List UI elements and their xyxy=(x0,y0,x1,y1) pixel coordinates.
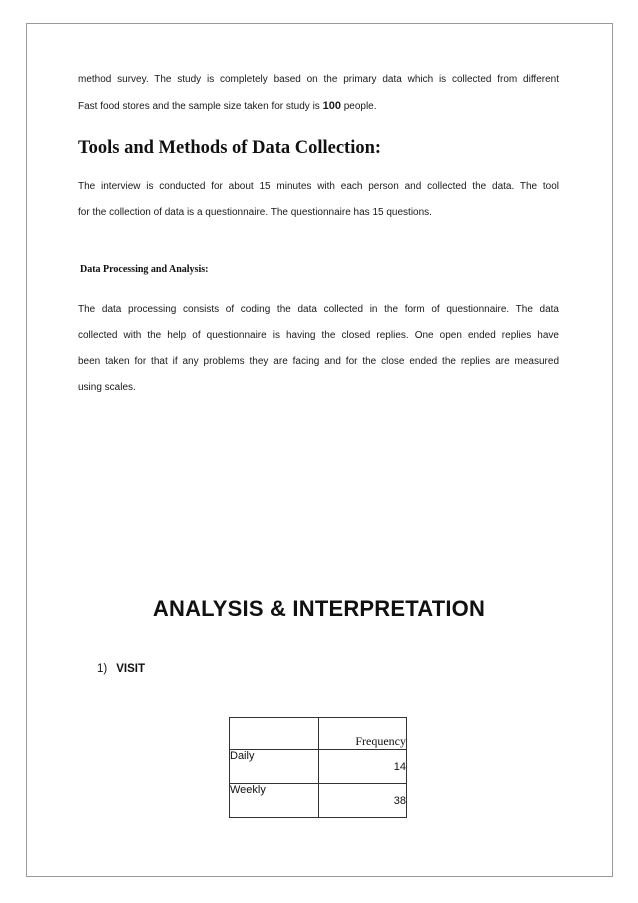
tools-methods-heading: Tools and Methods of Data Collection: xyxy=(78,138,382,158)
processing-paragraph xyxy=(78,297,559,401)
table-cell-category: Weekly xyxy=(230,784,319,818)
processing-line-3: been taken for that if any problems they are facing and for the close ended the replies are measured xyxy=(78,356,559,367)
frequency-table xyxy=(229,717,407,818)
processing-line-1: The data processing consists of coding the data collected in the form of questionnaire. The data xyxy=(78,304,559,315)
tools-paragraph xyxy=(78,174,559,226)
list-item-visit xyxy=(97,663,145,675)
tools-line-2: for the collection of data is a questionnaire. The questionnaire has 15 questions. xyxy=(78,207,432,218)
tools-line-1: The interview is conducted for about 15 minutes with each person and collected the data. The tool xyxy=(78,181,559,192)
table-row xyxy=(230,784,407,818)
list-item-label: VISIT xyxy=(116,663,145,675)
data-processing-heading: Data Processing and Analysis: xyxy=(80,264,209,275)
table-cell-category: Daily xyxy=(230,750,319,784)
processing-line-4: using scales. xyxy=(78,382,136,393)
analysis-title: ANALYSIS & INTERPRETATION xyxy=(152,596,486,621)
table-cell-value: 14 xyxy=(319,750,407,784)
table-header-empty-cell xyxy=(230,718,319,750)
intro-line-2-text: Fast food stores and the sample size taken for study is xyxy=(78,101,323,112)
table-header-row xyxy=(230,718,407,750)
sample-size-value: 100 xyxy=(322,100,341,112)
intro-paragraph xyxy=(78,67,559,120)
table-header-frequency: Frequency xyxy=(319,718,407,750)
processing-line-2: collected with the help of questionnaire is having the closed replies. One open ended replies have xyxy=(78,330,559,341)
table-row xyxy=(230,750,407,784)
intro-line-2-end: people. xyxy=(340,101,377,112)
intro-line-2 xyxy=(78,93,559,120)
table-cell-value: 38 xyxy=(319,784,407,818)
intro-line-1: method survey. The study is completely based on the primary data which is collected from different xyxy=(78,74,559,85)
list-item-number: 1) xyxy=(97,663,108,675)
